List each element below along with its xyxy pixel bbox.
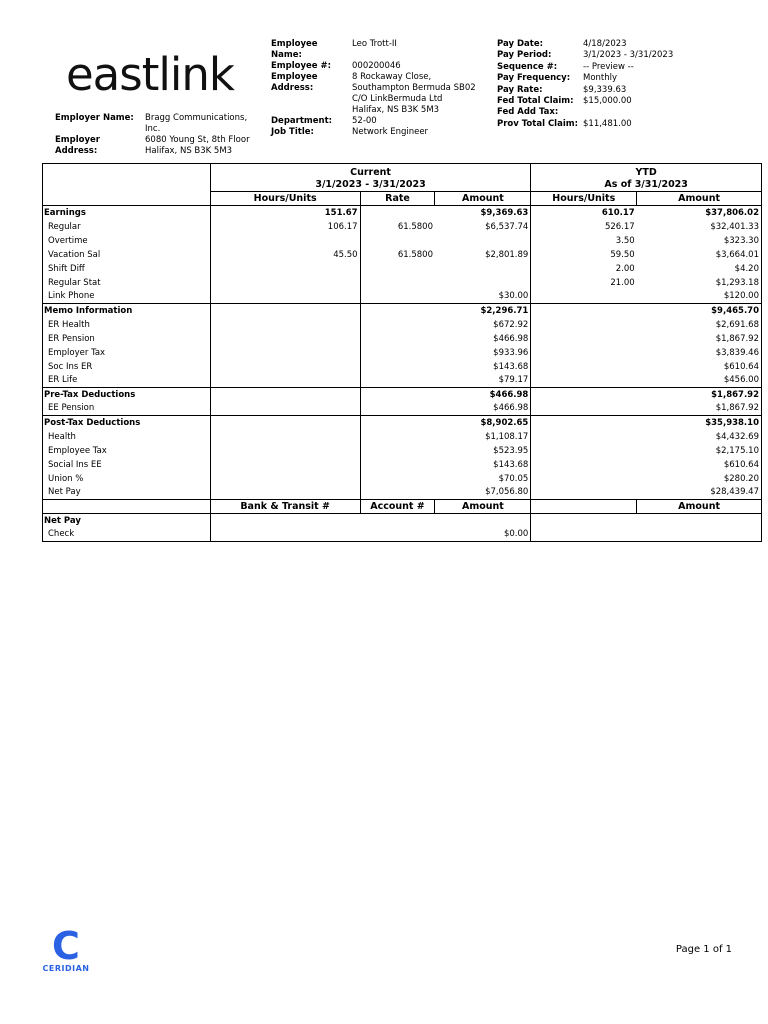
amount-cell: $143.68: [435, 360, 531, 374]
ceridian-c-icon: C: [52, 924, 80, 968]
ceridian-wordmark: CERIDIAN: [42, 964, 90, 973]
table-row: [43, 346, 762, 360]
amount-cell: $30.00: [435, 290, 531, 304]
ytd-amount-cell: $323.30: [637, 234, 762, 248]
rate-cell: [360, 206, 435, 220]
hours-cell: [210, 430, 360, 444]
pay-info-label: Prov Total Claim:: [497, 118, 578, 129]
employee-name-value: Leo Trott-II: [352, 39, 397, 49]
row-label: ER Life: [43, 374, 211, 388]
ytd-hours-cell: [531, 416, 637, 430]
rate-cell: [360, 262, 435, 276]
hours-cell: [210, 304, 360, 318]
section-row: [43, 304, 762, 318]
col-rate-header: Rate: [360, 192, 435, 206]
net-pay-header-blank: [43, 500, 211, 514]
ytd-amount-cell: $2,691.68: [637, 318, 762, 332]
pay-info-row: [497, 73, 757, 84]
amount-cell: $466.98: [435, 388, 531, 402]
table-row: [43, 430, 762, 444]
table-row: [43, 262, 762, 276]
amount-cell: $933.96: [435, 346, 531, 360]
ytd-hours-cell: 526.17: [531, 220, 637, 234]
row-label: EE Pension: [43, 402, 211, 416]
rate-cell: [360, 472, 435, 486]
ytd-hours-cell: 3.50: [531, 234, 637, 248]
rate-cell: [360, 430, 435, 444]
ytd-hours-cell: [531, 444, 637, 458]
employer-address-label: Employer Address:: [55, 135, 100, 156]
pay-info-label: Sequence #:: [497, 61, 558, 72]
ytd-amount-cell: $28,439.47: [637, 486, 762, 500]
ytd-amount-cell: $1,867.92: [637, 332, 762, 346]
col-ytd-blank-header: [531, 500, 637, 514]
table-row: [43, 402, 762, 416]
row-label: Union %: [43, 472, 211, 486]
check-blank: [210, 528, 435, 542]
amount-cell: $466.98: [435, 402, 531, 416]
employee-address-value: 8 Rockaway Close, Southampton Bermuda SB02 C/O LinkBermuda Ltd Halifax, NS B3K 5M3: [352, 72, 476, 115]
rate-cell: [360, 444, 435, 458]
row-label: Net Pay: [43, 486, 211, 500]
eastlink-logo: eastlink: [66, 48, 234, 101]
hours-cell: [210, 234, 360, 248]
rate-cell: [360, 360, 435, 374]
pay-info-label: Pay Rate:: [497, 84, 543, 95]
check-label: Check: [43, 528, 211, 542]
row-label: Link Phone: [43, 290, 211, 304]
row-label: Regular Stat: [43, 276, 211, 290]
ytd-hours-cell: [531, 318, 637, 332]
pay-info-value: $9,339.63: [583, 84, 627, 95]
table-row: [43, 248, 762, 262]
table-row: [43, 486, 762, 500]
hours-cell: [210, 416, 360, 430]
hours-cell: 45.50: [210, 248, 360, 262]
current-header: Current 3/1/2023 - 3/31/2023: [210, 164, 531, 192]
hours-cell: [210, 332, 360, 346]
ytd-hours-cell: [531, 472, 637, 486]
col-ytd-amount-header: Amount: [637, 192, 762, 206]
table-row: [43, 360, 762, 374]
row-label: Shift Diff: [43, 262, 211, 276]
row-label: Post-Tax Deductions: [43, 416, 211, 430]
employer-block: [55, 113, 265, 157]
hours-cell: [210, 472, 360, 486]
amount-cell: $523.95: [435, 444, 531, 458]
amount-cell: $9,369.63: [435, 206, 531, 220]
row-label: ER Health: [43, 318, 211, 332]
row-label: Earnings: [43, 206, 211, 220]
col-account-header: Account #: [360, 500, 435, 514]
amount-cell: [435, 276, 531, 290]
net-pay-section-row: [43, 514, 762, 528]
table-row: [43, 472, 762, 486]
pay-info-value: $15,000.00: [583, 95, 632, 106]
ytd-hours-cell: [531, 346, 637, 360]
rate-cell: [360, 486, 435, 500]
pay-info-label: Pay Frequency:: [497, 73, 571, 84]
rate-cell: 61.5800: [360, 248, 435, 262]
hours-cell: [210, 262, 360, 276]
employer-name-value: Bragg Communications, Inc.: [145, 113, 248, 134]
rate-cell: 61.5800: [360, 220, 435, 234]
hours-cell: [210, 290, 360, 304]
pay-info-row: [497, 107, 757, 118]
amount-cell: $466.98: [435, 332, 531, 346]
employee-block: [271, 39, 491, 138]
table-row: [43, 234, 762, 248]
pay-info-row: [497, 119, 757, 130]
pay-info-row: [497, 39, 757, 50]
col-amount-header: Amount: [435, 192, 531, 206]
amount-cell: $6,537.74: [435, 220, 531, 234]
ytd-hours-cell: 2.00: [531, 262, 637, 276]
section-row: [43, 388, 762, 402]
check-row: [43, 528, 762, 542]
amount-cell: $143.68: [435, 458, 531, 472]
hours-cell: [210, 402, 360, 416]
pay-info-value: Monthly: [583, 73, 618, 84]
rate-cell: [360, 388, 435, 402]
ytd-amount-cell: $1,867.92: [637, 388, 762, 402]
ytd-hours-cell: [531, 332, 637, 346]
rate-cell: [360, 416, 435, 430]
pay-info-value: -- Preview --: [583, 61, 634, 72]
pay-info-label: Pay Date:: [497, 39, 543, 49]
ytd-amount-cell: $120.00: [637, 290, 762, 304]
row-label: Pre-Tax Deductions: [43, 388, 211, 402]
ytd-hours-cell: [531, 290, 637, 304]
hours-cell: [210, 276, 360, 290]
pay-info-label: Fed Add Tax:: [497, 107, 559, 118]
amount-cell: $79.17: [435, 374, 531, 388]
pay-info-row: [497, 85, 757, 96]
row-label: Vacation Sal: [43, 248, 211, 262]
rate-cell: [360, 458, 435, 472]
pay-info-block: [497, 39, 757, 130]
ytd-amount-cell: $3,839.46: [637, 346, 762, 360]
check-amount: $0.00: [435, 528, 531, 542]
table-row: [43, 444, 762, 458]
col-ytd-net-amount-header: Amount: [637, 500, 762, 514]
hours-cell: [210, 374, 360, 388]
row-label: ER Pension: [43, 332, 211, 346]
employee-name-label: Employee Name:: [271, 39, 318, 60]
ytd-amount-cell: $3,664.01: [637, 248, 762, 262]
ytd-amount-cell: $32,401.33: [637, 220, 762, 234]
ytd-amount-cell: $456.00: [637, 374, 762, 388]
header-blank: [43, 164, 211, 192]
section-row: [43, 416, 762, 430]
hours-cell: [210, 360, 360, 374]
ytd-hours-cell: [531, 430, 637, 444]
hours-cell: [210, 486, 360, 500]
pay-info-row: [497, 96, 757, 107]
table-row: [43, 318, 762, 332]
row-label: Memo Information: [43, 304, 211, 318]
ytd-hours-cell: 59.50: [531, 248, 637, 262]
job-title-value: Network Engineer: [352, 127, 429, 137]
col-net-amount-header: Amount: [435, 500, 531, 514]
ytd-hours-cell: 21.00: [531, 276, 637, 290]
department-value: 52-00: [352, 116, 377, 126]
department-label: Department:: [271, 116, 333, 126]
col-bank-header: Bank & Transit #: [210, 500, 360, 514]
pay-info-label: Fed Total Claim:: [497, 95, 574, 106]
rate-cell: [360, 318, 435, 332]
employee-address-label: Employee Address:: [271, 72, 318, 93]
net-pay-label: Net Pay: [43, 514, 211, 528]
ytd-hours-cell: [531, 388, 637, 402]
amount-cell: $2,296.71: [435, 304, 531, 318]
ytd-amount-cell: $4,432.69: [637, 430, 762, 444]
amount-cell: $70.05: [435, 472, 531, 486]
row-label: Health: [43, 430, 211, 444]
table-row: [43, 332, 762, 346]
ytd-amount-cell: $610.64: [637, 458, 762, 472]
ytd-hours-cell: [531, 304, 637, 318]
amount-cell: $7,056.80: [435, 486, 531, 500]
table-row: [43, 290, 762, 304]
table-row: [43, 220, 762, 234]
rate-cell: [360, 290, 435, 304]
ytd-hours-cell: [531, 374, 637, 388]
net-pay-blank: [210, 514, 531, 528]
ytd-amount-cell: $37,806.02: [637, 206, 762, 220]
pay-info-row: [497, 50, 757, 61]
ytd-amount-cell: $1,293.18: [637, 276, 762, 290]
check-ytd-blank: [531, 528, 762, 542]
hours-cell: [210, 444, 360, 458]
employer-address-value: 6080 Young St, 8th Floor Halifax, NS B3K 5M3: [145, 135, 250, 156]
pay-info-label: Pay Period:: [497, 50, 552, 61]
hours-cell: 106.17: [210, 220, 360, 234]
row-label: Soc Ins ER: [43, 360, 211, 374]
ytd-hours-cell: [531, 458, 637, 472]
rate-cell: [360, 332, 435, 346]
ytd-hours-cell: [531, 402, 637, 416]
job-title-label: Job Title:: [271, 127, 314, 137]
employee-number-label: Employee #:: [271, 61, 332, 71]
table-row: [43, 458, 762, 472]
hours-cell: [210, 346, 360, 360]
rate-cell: [360, 276, 435, 290]
page-number: Page 1 of 1: [675, 944, 732, 955]
table-row: [43, 276, 762, 290]
hours-cell: 151.67: [210, 206, 360, 220]
employee-number-value: 000200046: [352, 61, 401, 71]
hours-cell: [210, 318, 360, 332]
ytd-hours-cell: [531, 486, 637, 500]
ytd-amount-cell: $1,867.92: [637, 402, 762, 416]
ytd-amount-cell: $610.64: [637, 360, 762, 374]
amount-cell: $2,801.89: [435, 248, 531, 262]
col-ytd-hours-header: Hours/Units: [531, 192, 637, 206]
section-row: [43, 206, 762, 220]
amount-cell: [435, 262, 531, 276]
row-label: Overtime: [43, 234, 211, 248]
ytd-header: YTD As of 3/31/2023: [531, 164, 762, 192]
net-pay-header-row: [43, 500, 762, 514]
net-pay-ytd-blank: [531, 514, 762, 528]
row-label: Regular: [43, 220, 211, 234]
pay-info-value: 3/1/2023 - 3/31/2023: [583, 50, 674, 61]
row-label: Social Ins EE: [43, 458, 211, 472]
amount-cell: $1,108.17: [435, 430, 531, 444]
ytd-amount-cell: $4.20: [637, 262, 762, 276]
ytd-hours-cell: 610.17: [531, 206, 637, 220]
ceridian-logo: [42, 924, 90, 973]
rate-cell: [360, 234, 435, 248]
amount-cell: [435, 234, 531, 248]
ytd-amount-cell: $2,175.10: [637, 444, 762, 458]
earnings-table: [42, 163, 762, 542]
row-label: Employer Tax: [43, 346, 211, 360]
hours-cell: [210, 458, 360, 472]
ytd-amount-cell: $280.20: [637, 472, 762, 486]
amount-cell: $672.92: [435, 318, 531, 332]
table-row: [43, 374, 762, 388]
ytd-hours-cell: [531, 360, 637, 374]
rate-cell: [360, 374, 435, 388]
hours-cell: [210, 388, 360, 402]
pay-info-value: 4/18/2023: [583, 39, 627, 49]
pay-info-row: [497, 62, 757, 73]
row-label: Employee Tax: [43, 444, 211, 458]
rate-cell: [360, 402, 435, 416]
amount-cell: $8,902.65: [435, 416, 531, 430]
pay-info-value: $11,481.00: [583, 118, 632, 129]
col-hours-header: Hours/Units: [210, 192, 360, 206]
ytd-amount-cell: $9,465.70: [637, 304, 762, 318]
rate-cell: [360, 346, 435, 360]
employer-name-label: Employer Name:: [55, 113, 134, 123]
rate-cell: [360, 304, 435, 318]
ytd-amount-cell: $35,938.10: [637, 416, 762, 430]
